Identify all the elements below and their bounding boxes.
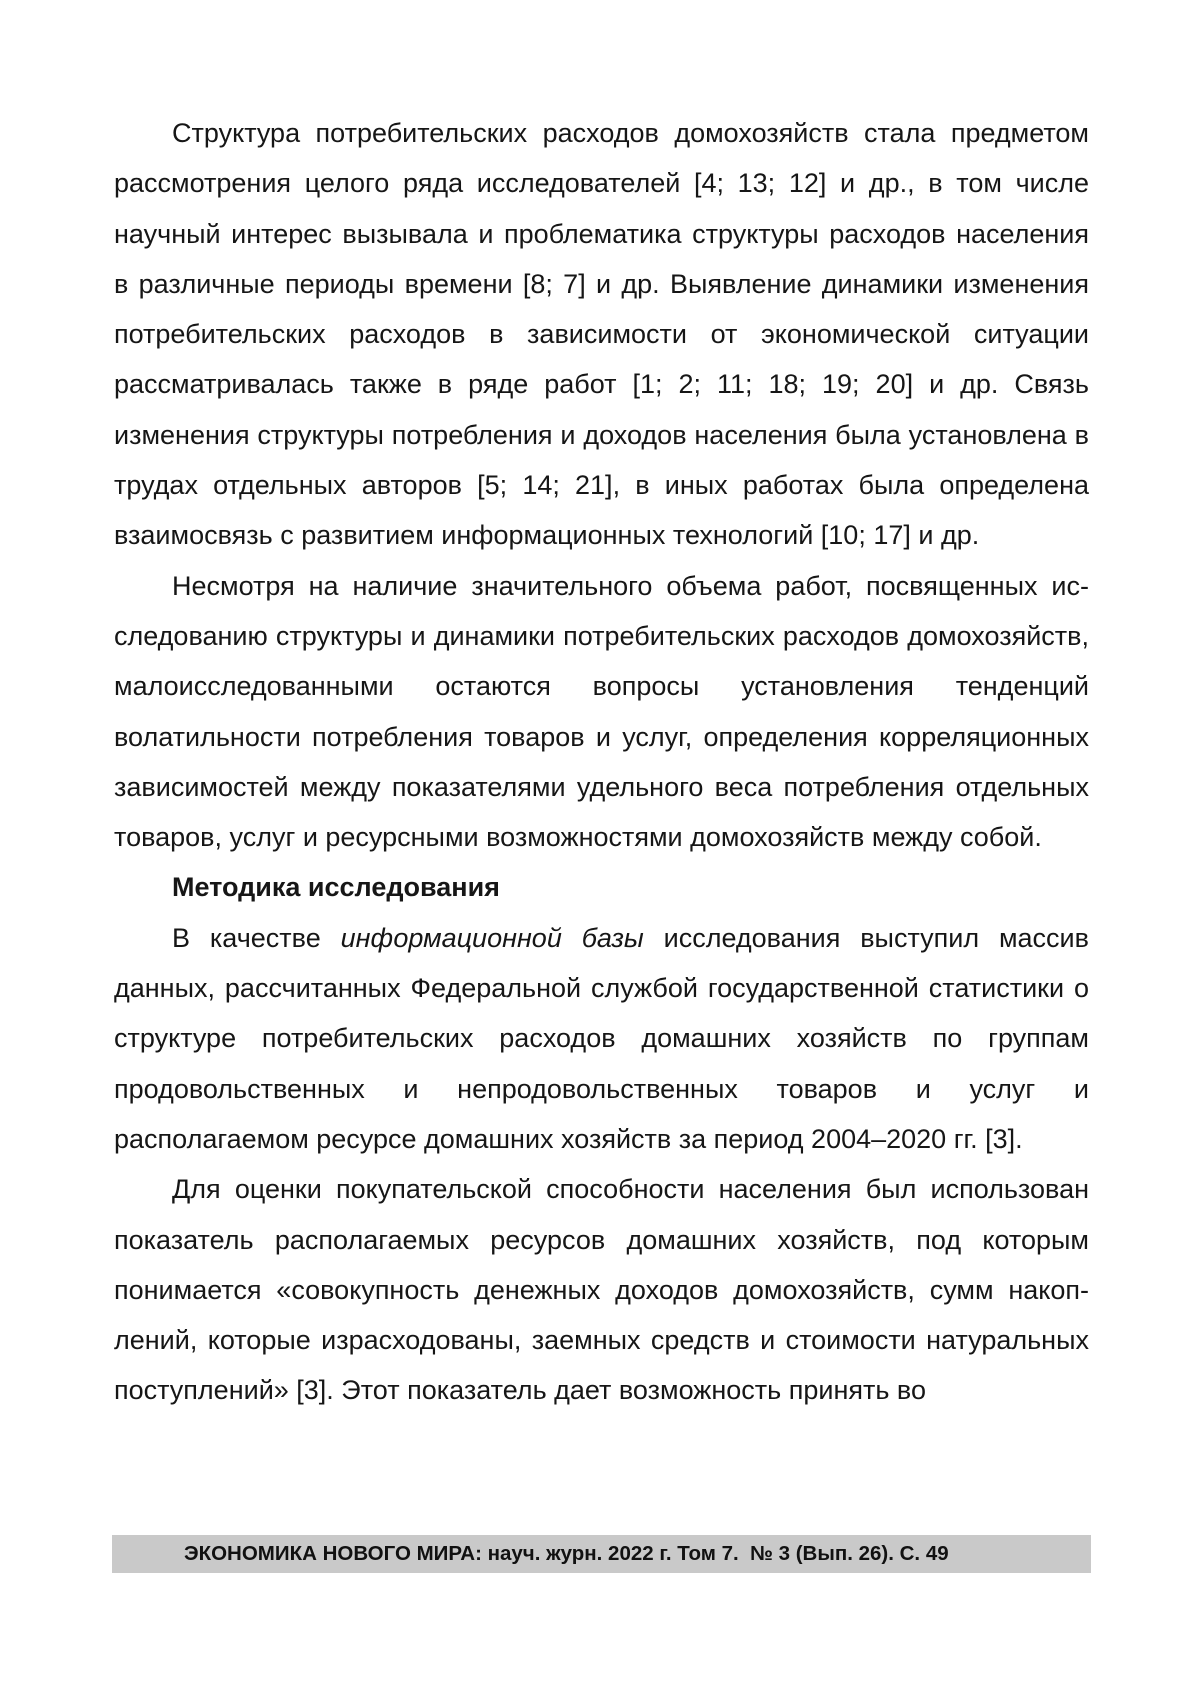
paragraph-information-base-italic: информационной базы (341, 923, 644, 953)
paragraph-information-base (114, 913, 1089, 1164)
article-body (114, 108, 1089, 1416)
paragraph-literature-review: Структура потребительских расходов домохозяйств стала предметом рассмотрения целого ряда исследователей [4; 13; 12] и др., в том числе научный интерес вызывала и проблематика структуры расходов населе­ния в различные периоды времени [8; 7] и др. Выявление динамики изме­нения потребительских расходов в зависимости от экономической ситуации рассматривалась также в ряде работ [1; 2; 11; 18; 19; 20] и др. Связь изменения структуры потребления и доходов населения была уста­новлена в трудах отдельных авторов [5; 14; 21], в иных работах была определена взаимосвязь с развитием информационных технологий [10; 17] и др. (114, 108, 1089, 561)
paragraph-research-gap: Несмотря на наличие значительного объема работ, посвященных ис­следованию структуры и динамики потребительских расходов домохо­зяйств, малоисследованными остаются вопросы установления тенденций волатильности потребления товаров и услуг, определения корреляцион­ных зависимостей между показателями удельного веса потребления от­дельных товаров, услуг и ресурсными возможностями домохозяйств между собой. (114, 561, 1089, 863)
paragraph-information-base-lead: В качестве (172, 923, 341, 953)
paragraph-information-base-rest: исследования выступил массив данных, рассчитанных Федеральной службой государственной стати­стики о структуре потребительских расходов домашних хозяйств по груп­пам продовольственных и непродовольственных товаров и услуг и располагаемом ресурсе домашних хозяйств за период 2004–2020 гг. [3]. (114, 923, 1089, 1154)
journal-footer-bar (112, 1535, 1091, 1573)
paragraph-disposable-resources: Для оценки покупательской способности населения был использован показатель располагаемых ресурсов домашних хозяйств, под которым понимается «совокупность денежных доходов домохозяйств, сумм накоп­лений, которые израсходованы, заемных средств и стоимости натураль­ных поступлений» [3]. Этот показатель дает возможность принять во (114, 1164, 1089, 1415)
journal-footer-citation: ЭКОНОМИКА НОВОГО МИРА: науч. журн. 2022 г. Том 7. № 3 (Вып. 26). С. 49 (184, 1535, 949, 1573)
section-heading-methodology: Методика исследования (114, 862, 1089, 912)
